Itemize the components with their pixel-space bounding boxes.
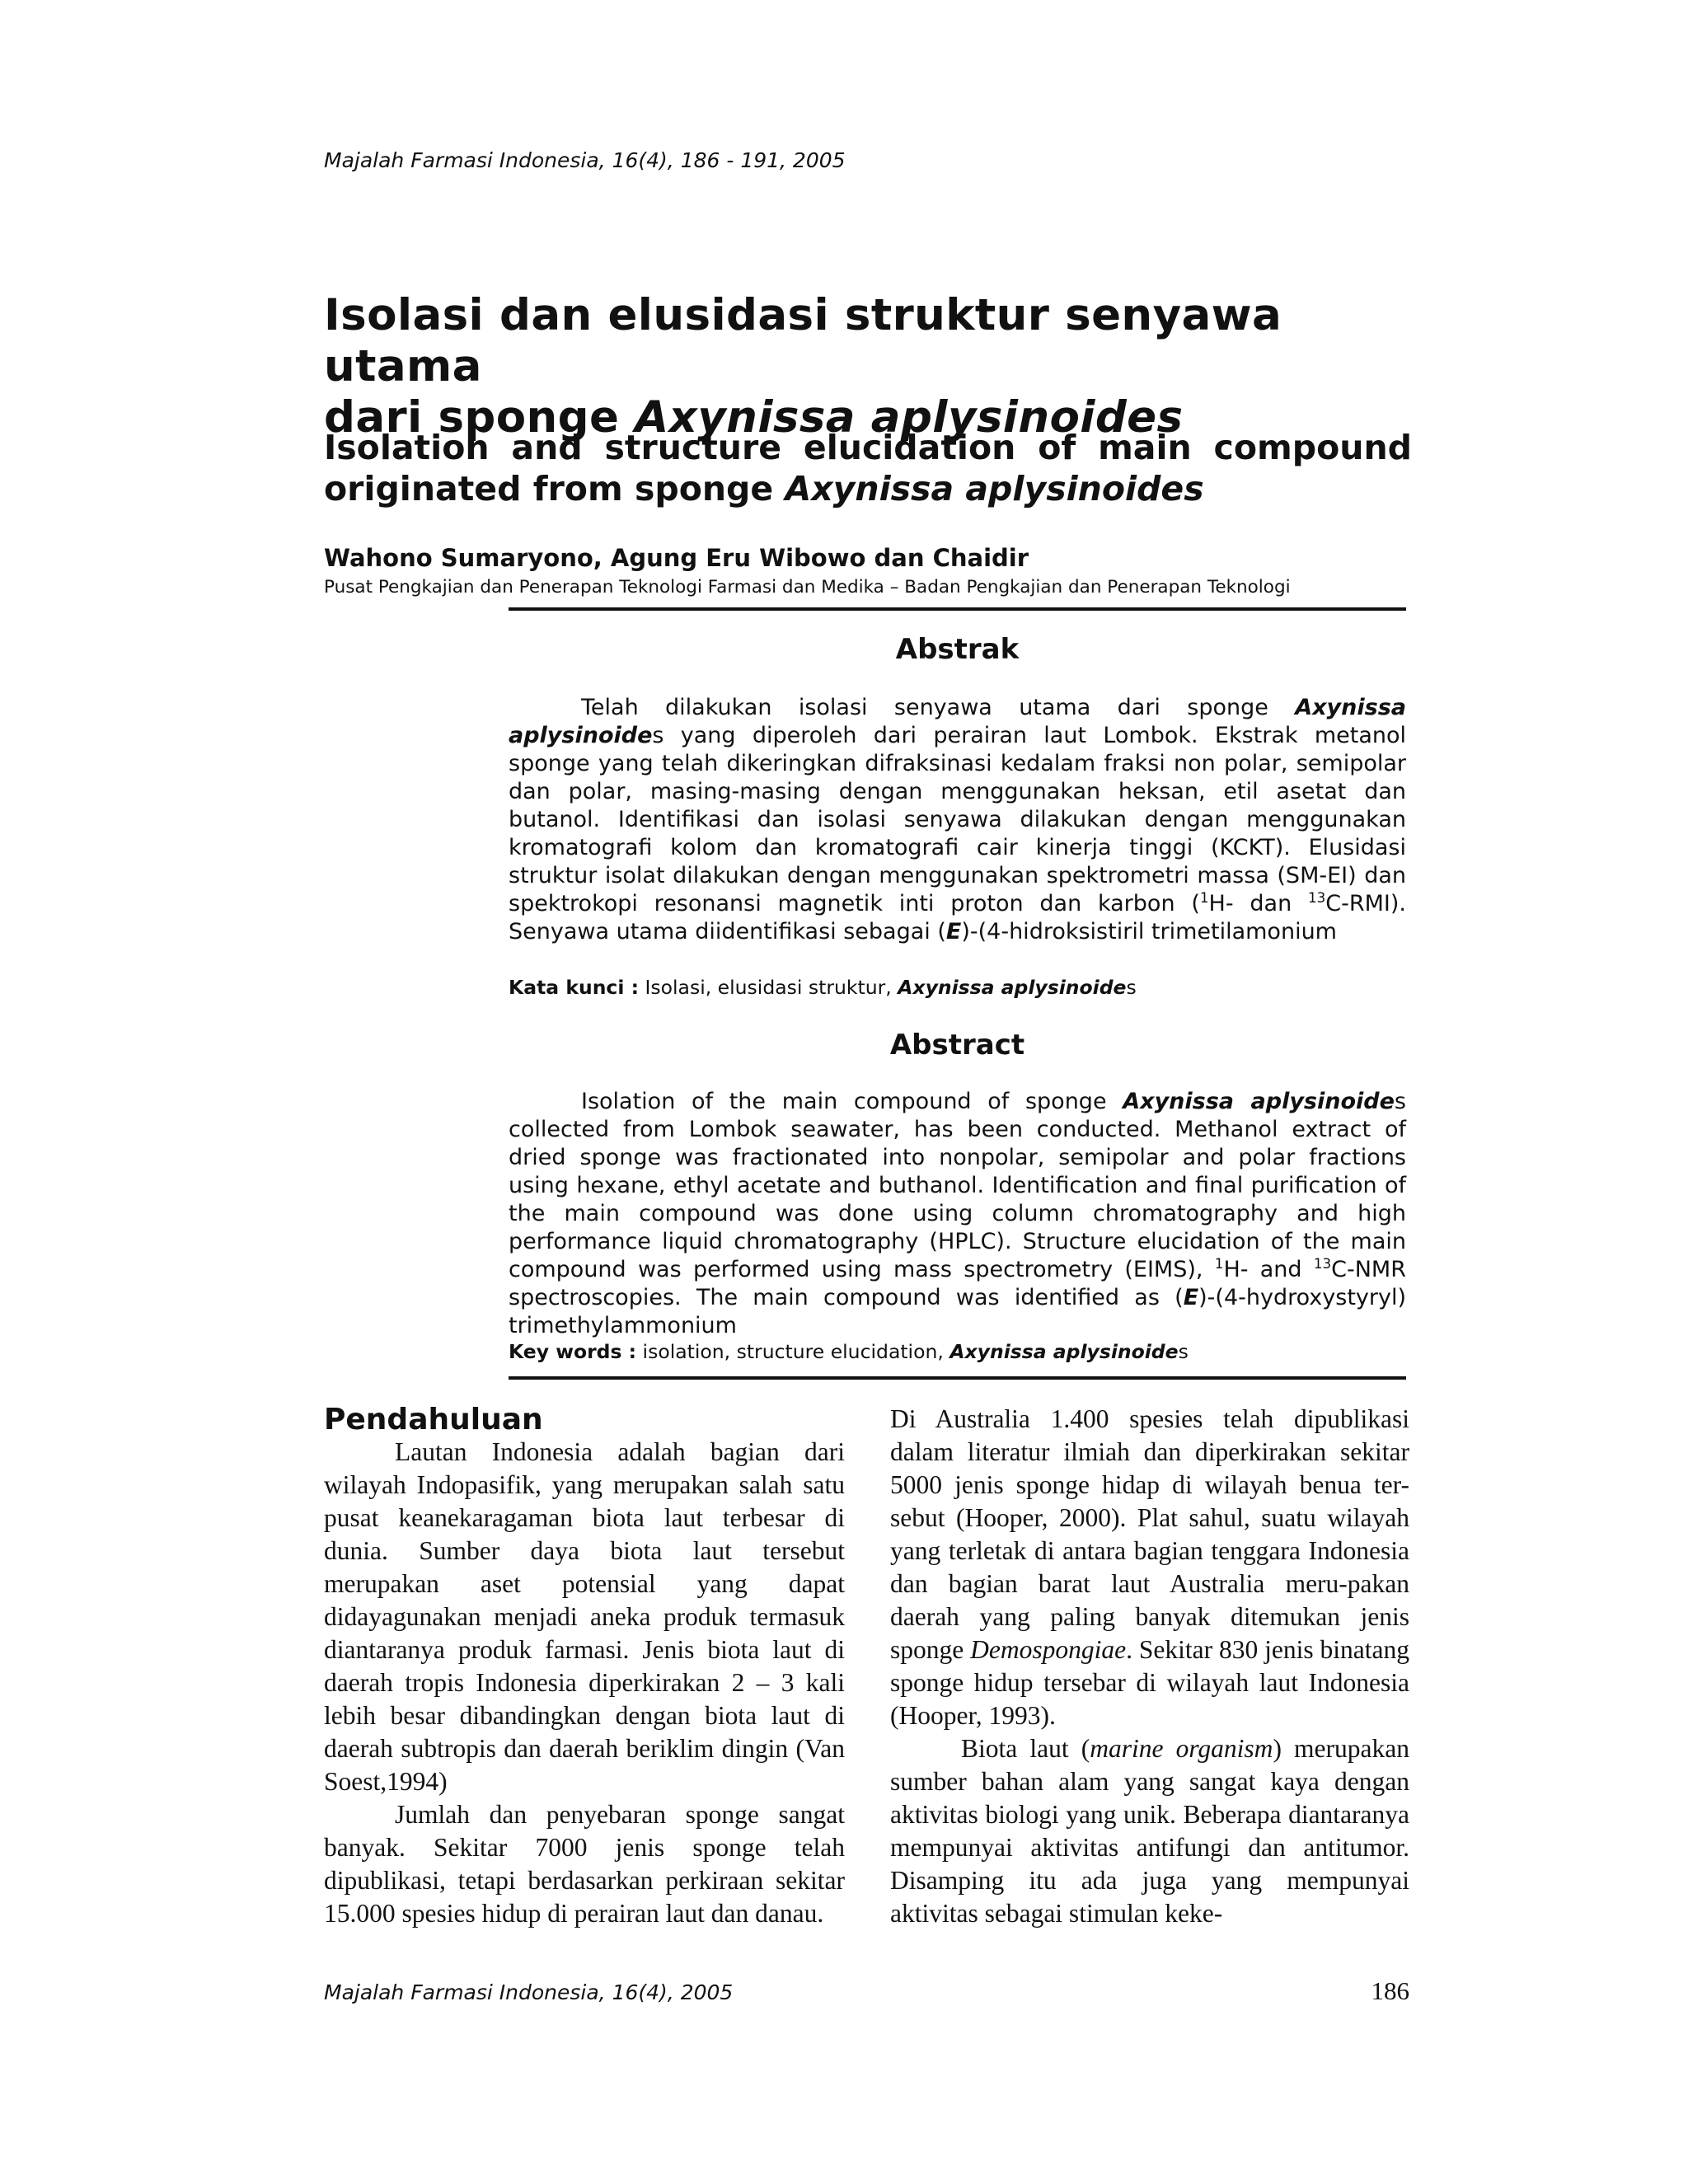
title-indonesian-species: Axynissa aplysinoides [635,392,1184,443]
abstrak-body [509,694,1406,946]
keywords-label: Kata kunci : [509,976,639,999]
section-heading-pendahuluan: Pendahuluan [324,1403,543,1436]
title-english [324,427,1412,509]
abstract-text: C-NMR spectroscopies. The main compound was identified as ( [509,1257,1406,1310]
intro-paragraph-1: Lautan Indonesia adalah bagian dari wilayah Indopasifik, yang merupakan salah satu pusat keanekaragaman biota laut terbesar di dunia. Sumber daya biota laut tersebut merupakan aset potensial yang dapat didayagunakan menjadi aneka produk termasuk diantaranya produk farmasi. Jenis biota laut di daerah tropis Indonesia diperkirakan 2 – 3 kali lebih besar dibandingkan dengan biota laut di daerah subtropis dan daerah beriklim dingin (Van Soest,1994) [324,1437,845,1796]
abstract-superscript: 13 [1313,1255,1332,1272]
intro-paragraph-4 [890,1732,1409,1930]
divider-bottom [509,1376,1406,1380]
abstrak-superscript: 1 [1199,889,1209,906]
abstract-text: H- and [1223,1257,1314,1282]
abstract-e-isomer: E [1183,1285,1199,1310]
abstrak-superscript: 13 [1307,889,1326,906]
abstrak-heading: Abstrak [895,633,1020,666]
affiliation: Pusat Pengkajian dan Penerapan Teknologi Farmasi dan Medika – Badan Pengkajian dan Penerapan Teknologi [324,577,1291,598]
abstract-superscript: 1 [1214,1255,1224,1272]
paragraph-text: . Sekitar 830 jenis binatang sponge hidup tersebar di wilayah laut Indonesia (Hooper, 1993). [890,1635,1409,1730]
abstrak-text: C-RMI). Senyawa utama diidentifikasi sebagai ( [509,891,1406,944]
abstract-keywords [509,1340,1406,1363]
title-english-species: Axynissa aplysinoides [785,469,1204,509]
abstrak-text: )-(4-hidroksistiril trimetilamonium [961,919,1337,944]
abstract-text: s collected from Lombok seawater, has been conducted. Methanol extract of dried sponge was fractionated into nonpolar, semipolar and polar fractions using hexane, ethyl acetate and buthanol. Identification and final purification of the main compound was done using column chromatography and high performance liquid chromatography (HPLC). Structure elucidation of the main compound was performed using mass spectrometry (EIMS), [509,1089,1406,1282]
taxon-italic: Demospongiae [970,1635,1127,1664]
title-indonesian [324,290,1412,443]
term-italic: marine organism [1090,1734,1273,1763]
abstract-body [509,1088,1406,1340]
title-english-line1: Isolation and structure elucidation of main compound [324,428,1412,467]
column-right [890,1403,1409,1930]
paragraph-text: Di Australia 1.400 spesies telah dipublikasi dalam literatur ilmiah dan diperkirakan sekitar 5000 jenis sponge hidap di wilayah benua ter-sebut (Hooper, 2000). Plat sahul, suatu wilayah yang terletak di antara bagian tenggara Indonesia dan bagian barat laut Australia meru-pakan daerah yang paling banyak ditemukan jenis sponge [890,1404,1409,1664]
abstract-text: )-(4-hydroxystyryl) trimethylammonium [509,1285,1406,1338]
intro-paragraph-2: Jumlah dan penyebaran sponge sangat banyak. Sekitar 7000 jenis sponge telah dipublikasi, tetapi berdasarkan perkiraan sekitar 15.000 spesies hidup di perairan laut dan danau. [324,1800,845,1928]
keywords-text: Isolasi, elusidasi struktur, [639,976,898,999]
abstract-species: Axynissa aplysinoide [1123,1089,1395,1114]
paragraph-text: ) merupakan sumber bahan alam yang sangat kaya dengan aktivitas biologi yang unik. Beberapa diantaranya mempunyai aktivitas antifungi dan antitumor. Disamping itu ada juga yang mempunyai aktivitas sebagai stimulan keke- [890,1734,1409,1928]
divider-top [509,607,1406,611]
keywords-species: Axynissa aplysinoide [898,976,1127,999]
keywords-label: Key words : [509,1340,637,1363]
intro-paragraph-3 [890,1403,1409,1732]
abstract-heading: Abstract [889,1029,1025,1062]
abstrak-e-isomer: E [945,919,962,944]
keywords-text: isolation, structure elucidation, [636,1340,950,1363]
title-indonesian-line2-text: dari sponge [324,392,635,443]
journal-citation-header: Majalah Farmasi Indonesia, 16(4), 186 - 191, 2005 [324,148,846,172]
title-english-line2-text: originated from sponge [324,469,785,509]
abstrak-species: Axynissa aplysinoide [509,695,1406,748]
title-english-line2 [324,469,1204,509]
keywords-suffix: s [1178,1340,1189,1363]
abstrak-keywords [509,976,1406,999]
keywords-species: Axynissa aplysinoide [950,1340,1179,1363]
abstract-text: Isolation of the main compound of sponge [581,1089,1123,1114]
keywords-suffix: s [1126,976,1137,999]
abstrak-text: H- dan [1208,891,1308,916]
column-left [324,1436,845,1930]
abstrak-text: Telah dilakukan isolasi senyawa utama dari sponge [581,695,1296,720]
authors: Wahono Sumaryono, Agung Eru Wibowo dan Chaidir [324,544,1029,572]
title-indonesian-line1: Isolasi dan elusidasi struktur senyawa utama [324,290,1282,391]
page-number: 186 [1371,1976,1409,2005]
journal-citation-footer: Majalah Farmasi Indonesia, 16(4), 2005 [324,1980,734,2004]
abstrak-text: s yang diperoleh dari perairan laut Lombok. Ekstrak metanol sponge yang telah dikeringkan difraksinasi kedalam fraksi non polar, semipolar dan polar, masing-masing dengan menggunakan heksan, etil asetat dan butanol. Identifikasi dan isolasi senyawa dilakukan dengan menggunakan kromatografi kolom dan kromatografi cair kinerja tinggi (KCKT). Elusidasi struktur isolat dilakukan dengan menggunakan spektrometri massa (SM-EI) dan spektrokopi resonansi magnetik inti proton dan karbon ( [509,723,1406,916]
paragraph-text: Biota laut ( [961,1734,1090,1763]
